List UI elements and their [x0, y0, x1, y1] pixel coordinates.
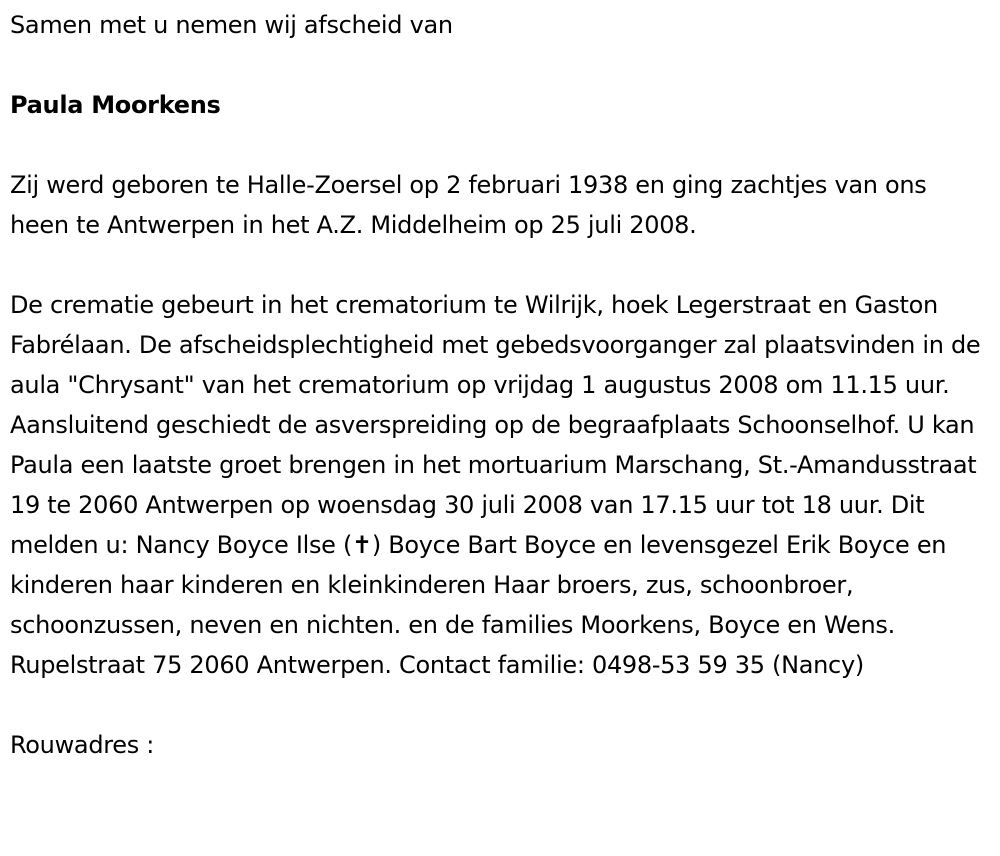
spacer: [10, 245, 990, 285]
deceased-name: Paula Moorkens: [10, 91, 221, 119]
spacer: [10, 125, 990, 165]
intro-line: Samen met u nemen wij afscheid van: [10, 11, 453, 39]
spacer: [10, 45, 990, 85]
spacer: [10, 685, 990, 725]
address-label: Rouwadres :: [10, 731, 155, 759]
birth-death-paragraph: Zij werd geboren te Halle-Zoersel op 2 februari 1938 en ging zachtjes van ons heen te Antwerpen in het A.Z. Middelheim op 25 juli 2008.: [10, 171, 927, 239]
ceremony-paragraph: De crematie gebeurt in het crematorium te Wilrijk, hoek Legerstraat en Gaston Fabrélaan. De afscheidsplechtigheid met gebedsvoorganger zal plaatsvinden in de aula "Chrysant" van het crematorium op vrijdag 1 augustus 2008 om 11.15 uur. Aansluitend geschiedt de asverspreiding op de begraafplaats Schoonselhof. U kan Paula een laatste groet brengen in het mortuarium Marschang, St.-Amandusstraat 19 te 2060 Antwerpen op woensdag 30 juli 2008 van 17.15 uur tot 18 uur. Dit melden u: Nancy Boyce Ilse (✝) Boyce Bart Boyce en levensgezel Erik Boyce en kinderen haar kinderen en kleinkinderen Haar broers, zus, schoonbroer, schoonzussen, neven en nichten. en de families Moorkens, Boyce en Wens. Rupelstraat 75 2060 Antwerpen. Contact familie: 0498-53 59 35 (Nancy): [10, 291, 981, 679]
